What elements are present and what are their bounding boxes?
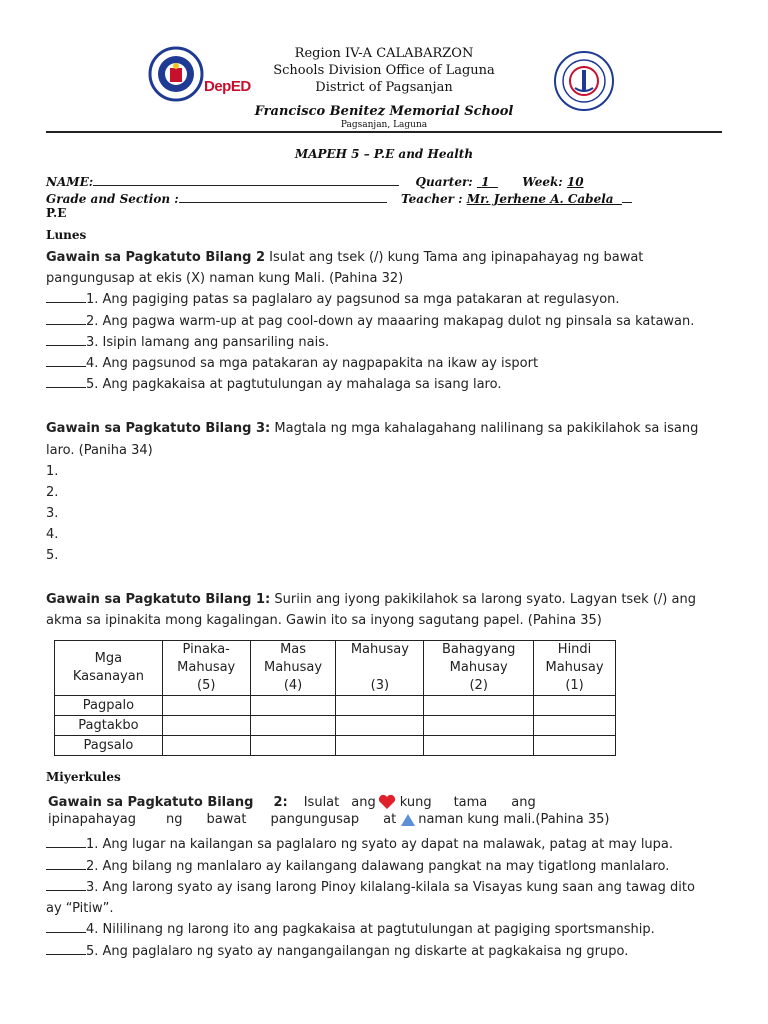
activity1-instr1: Suriin ang iyong pakikilahok sa larong syato. Lagyan tsek (/) ang <box>270 592 696 607</box>
instr-word: ang <box>351 794 376 810</box>
activity2-instruction-line1 <box>46 247 643 268</box>
grade-field[interactable] <box>179 191 387 203</box>
list-item: 1. Ang pagiging patas sa paglalaro ay pagsunod sa mga patakaran at regulasyon. <box>46 289 620 310</box>
column-header: Mas Mahusay (4) <box>250 641 336 696</box>
list-item: 3. Ang larong syato ay isang larong Pinoy kilalang-kilala sa Visayas kung saan ang tawag dito <box>46 877 695 898</box>
activity2b-title: Gawain sa Pagkatuto Bilang <box>48 794 254 810</box>
school-name: Francisco Benitez Memorial School <box>254 104 514 119</box>
triangle-icon <box>400 813 416 827</box>
rating-cell[interactable] <box>336 736 424 756</box>
activity3-instruction-line1 <box>46 418 698 439</box>
subject-title: MAPEH 5 – P.E and Health <box>294 147 474 161</box>
rating-table <box>54 640 616 756</box>
activity2-instruction-line2: pangungusap at ekis (X) naman kung Mali. (Pahina 32) <box>46 271 404 286</box>
division-text: Schools Division Office of Laguna <box>273 63 495 78</box>
name-row <box>46 174 584 189</box>
list-item-continuation: ay “Pitiw”. <box>46 901 114 916</box>
row-label: Pagtakbo <box>55 716 163 736</box>
activity3-title: Gawain sa Pagkatuto Bilang 3: <box>46 421 271 436</box>
answer-blank[interactable] <box>46 943 86 955</box>
rating-cell[interactable] <box>336 716 424 736</box>
answer-blank[interactable] <box>46 376 86 388</box>
rating-cell[interactable] <box>534 736 616 756</box>
rating-cell[interactable] <box>250 716 336 736</box>
column-header: Bahagyang Mahusay (2) <box>424 641 534 696</box>
heart-icon <box>378 794 396 810</box>
header-divider <box>46 131 722 133</box>
rating-cell[interactable] <box>534 716 616 736</box>
instr-word: Isulat <box>303 794 340 810</box>
answer-blank[interactable] <box>46 858 86 870</box>
list-item: 4. Ang pagsunod sa mga patakaran ay nagpapakita na ikaw ay isport <box>46 353 538 374</box>
list-item: 4. Nililinang ng larong ito ang pagkakaisa at pagtutulungan at pagiging sportsmanship. <box>46 919 655 940</box>
rating-cell[interactable] <box>424 716 534 736</box>
quarter-value: 1 <box>481 175 490 189</box>
rating-cell[interactable] <box>336 696 424 716</box>
activity3-instruction-line2: laro. (Paniha 34) <box>46 443 153 458</box>
district-text: District of Pagsanjan <box>315 80 453 95</box>
pe-heading: P.E <box>46 206 67 220</box>
instr-word: naman kung mali. <box>418 812 536 827</box>
instr-word: ipinapahayag <box>48 812 137 827</box>
grade-label: Grade and Section : <box>46 192 179 206</box>
day-lunes: Lunes <box>46 228 87 242</box>
teacher-trail <box>622 191 632 203</box>
activity2-title: Gawain sa Pagkatuto Bilang 2 <box>46 250 266 265</box>
instr-word: at <box>383 812 397 827</box>
quarter-label: Quarter: <box>415 175 473 189</box>
rating-cell[interactable] <box>162 696 250 716</box>
region-text: Region IV-A CALABARZON <box>294 46 474 61</box>
table-row <box>55 696 616 716</box>
answer-number: 4. <box>46 527 59 542</box>
table-corner-header: Mga Kasanayan <box>55 641 163 696</box>
school-location: Pagsanjan, Laguna <box>340 120 428 130</box>
answer-blank[interactable] <box>46 355 86 367</box>
answer-number: 1. <box>46 464 59 479</box>
rating-cell[interactable] <box>250 696 336 716</box>
activity1-instruction-line1 <box>46 589 696 610</box>
instr-pahina: (Pahina 35) <box>535 812 610 827</box>
answer-blank[interactable] <box>46 313 86 325</box>
instr-word: pangungusap <box>270 812 360 827</box>
instr-word: bawat <box>206 812 247 827</box>
activity1-instruction-line2: akma sa ipinakita mong kagalingan. Gawin ito sa inyong sagutang papel. (Pahina 35) <box>46 613 602 628</box>
activity3-instr1: Magtala ng mga kahalagahang nalilinang sa pakikilahok sa isang <box>270 421 699 436</box>
name-field[interactable] <box>93 174 399 186</box>
activity2b-instruction-line2 <box>48 812 688 827</box>
answer-blank[interactable] <box>46 879 86 891</box>
rating-cell[interactable] <box>534 696 616 716</box>
answer-number: 2. <box>46 485 59 500</box>
activity1-title: Gawain sa Pagkatuto Bilang 1: <box>46 592 271 607</box>
list-item: 5. Ang paglalaro ng syato ay nangangailangan ng diskarte at pagkakaisa ng grupo. <box>46 941 628 962</box>
week-label: Week: <box>522 175 563 189</box>
instr-word: kung <box>399 794 432 810</box>
table-row <box>55 716 616 736</box>
instr-word: tama <box>453 794 488 810</box>
activity2b-number: 2: <box>273 794 288 810</box>
answer-blank[interactable] <box>46 836 86 848</box>
rating-cell[interactable] <box>424 696 534 716</box>
list-item: 2. Ang bilang ng manlalaro ay kailangang dalawang pangkat na may tigatlong manlalaro. <box>46 856 669 877</box>
list-item: 1. Ang lugar na kailangan sa paglalaro ng syato ay dapat na malawak, patag at may lupa. <box>46 834 673 855</box>
rating-cell[interactable] <box>424 736 534 756</box>
instr-word: ang <box>511 794 536 810</box>
answer-number: 3. <box>46 506 59 521</box>
answer-blank[interactable] <box>46 921 86 933</box>
week-value: 10 <box>566 175 584 189</box>
instr-word: ng <box>166 812 183 827</box>
name-label: NAME: <box>46 175 94 189</box>
row-label: Pagpalo <box>55 696 163 716</box>
answer-number: 5. <box>46 548 59 563</box>
table-row <box>55 736 616 756</box>
rating-cell[interactable] <box>250 736 336 756</box>
column-header: Mahusay (3) <box>336 641 424 696</box>
answer-blank[interactable] <box>46 291 86 303</box>
day-miyerkules: Miyerkules <box>46 770 121 784</box>
answer-blank[interactable] <box>46 334 86 346</box>
column-header: Pinaka- Mahusay (5) <box>162 641 250 696</box>
list-item: 5. Ang pagkakaisa at pagtutulungan ay mahalaga sa isang laro. <box>46 374 501 395</box>
school-seal-logo <box>553 50 615 112</box>
teacher-value: Mr. Jerhene A. Cabela <box>466 192 614 206</box>
row-label: Pagsalo <box>55 736 163 756</box>
activity2-instr1: Isulat ang tsek (/) kung Tama ang ipinapahayag ng bawat <box>265 250 644 265</box>
grade-row <box>46 191 632 206</box>
rating-cell[interactable] <box>162 716 250 736</box>
deped-logo-text: DepED <box>204 78 251 95</box>
column-header: Hindi Mahusay (1) <box>534 641 616 696</box>
list-item: 2. Ang pagwa warm-up at pag cool-down ay maaaring makapag dulot ng pinsala sa katawan. <box>46 311 694 332</box>
activity2b-instruction-line1 <box>48 794 568 810</box>
teacher-label: Teacher : <box>401 192 463 206</box>
rating-cell[interactable] <box>162 736 250 756</box>
table-header-row <box>55 641 616 696</box>
list-item: 3. Isipin lamang ang pansariling nais. <box>46 332 329 353</box>
